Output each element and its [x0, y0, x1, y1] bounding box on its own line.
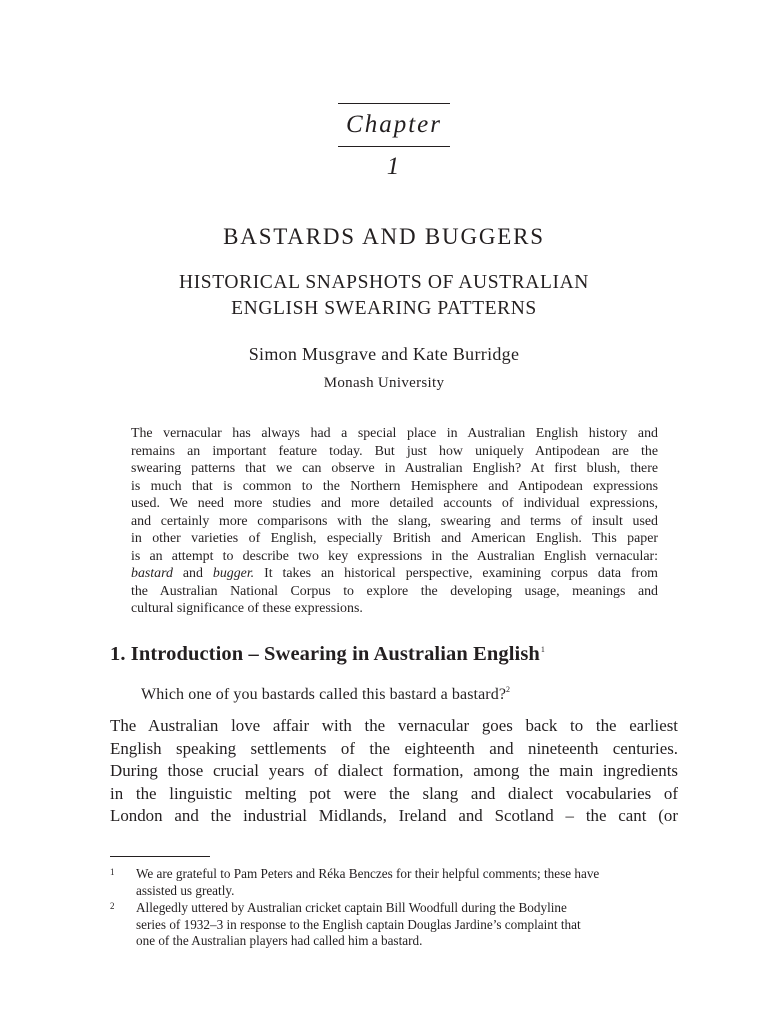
epigraph-text: Which one of you bastards called this bastard a bastard?: [141, 686, 507, 703]
footnote-text: [136, 866, 678, 899]
body-line: During those crucial years of dialect formation, among the main ingredients: [110, 761, 678, 781]
footnote-2: [110, 900, 678, 950]
abstract-line: used. We need more studies and more detailed accounts of individual expressions,: [131, 496, 658, 512]
section-heading-text: 1. Introduction – Swearing in Australian English: [110, 643, 540, 665]
epigraph: [141, 685, 510, 704]
term-bastard: bastard: [131, 566, 173, 582]
section-heading: [110, 643, 545, 666]
abstract-connector: and: [172, 566, 213, 582]
footnote-divider: [110, 856, 210, 857]
footnote-ref-2[interactable]: 2: [506, 685, 511, 694]
abstract-line: is an attempt to describe two key expressions in the Australian English vernacular:: [131, 548, 658, 564]
abstract-line: swearing patterns that we can observe in Australian English? At first blush, there: [131, 461, 658, 477]
abstract-line: cultural significance of these expressions.: [131, 601, 363, 617]
affiliation: Monash University: [323, 375, 445, 391]
footnote-line: Allegedly uttered by Australian cricket captain Bill Woodfull during the Bodyline: [136, 900, 567, 915]
footnote-number: 1: [110, 867, 115, 877]
subtitle-line: HISTORICAL SNAPSHOTS OF AUSTRALIAN: [179, 272, 589, 293]
term-bugger: bugger.: [212, 566, 255, 582]
footnote-ref-1[interactable]: 1: [540, 645, 546, 654]
abstract-line: and certainly more comparisons with the slang, swearing and terms of insult used: [131, 513, 658, 529]
footnote-line: one of the Australian players had called him a bastard.: [136, 933, 423, 949]
body-line: in the linguistic melting pot were the slang and dialect vocabularies of: [110, 783, 678, 803]
body-line: English speaking settlements of the eighteenth and nineteenth centuries.: [110, 738, 678, 758]
abstract-line: The vernacular has always had a special place in Australian English history and: [131, 426, 658, 441]
abstract-line-rest: It takes an historical perspective, examining corpus data from: [254, 566, 658, 582]
body-line: London and the industrial Midlands, Ireland and Scotland – the cant (or: [110, 806, 678, 826]
body-line: The Australian love affair with the vernacular goes back to the earliest: [110, 716, 678, 735]
footnote-line: assisted us greatly.: [136, 882, 235, 898]
footnote-line: We are grateful to Pam Peters and Réka Benczes for their helpful comments; these have: [136, 866, 600, 881]
chapter-title: BASTARDS AND BUGGERS: [223, 224, 545, 249]
footnote-1: [110, 866, 678, 899]
footnote-text: [136, 900, 678, 950]
authors: Simon Musgrave and Kate Burridge: [248, 344, 520, 364]
footnote-line: series of 1932–3 in response to the English captain Douglas Jardine’s complaint that: [136, 916, 581, 932]
chapter-label: Chapter 1: [338, 103, 450, 147]
abstract: [131, 425, 658, 618]
subtitle-line: ENGLISH SWEARING PATTERNS: [231, 298, 537, 319]
body-paragraph: [110, 715, 678, 828]
footnote-number: 2: [110, 901, 115, 911]
abstract-line: remains an important feature today. But just how uniquely Antipodean are the: [131, 443, 658, 459]
abstract-line: in other varieties of English, especially British and American English. This paper: [131, 531, 658, 547]
abstract-line: the Australian National Corpus to explore the developing usage, meanings and: [131, 583, 658, 599]
abstract-line: is much that is common to the Northern Hemisphere and Antipodean expressions: [131, 478, 658, 494]
abstract-line: [131, 565, 658, 583]
chapter-subtitle: [0, 270, 768, 322]
